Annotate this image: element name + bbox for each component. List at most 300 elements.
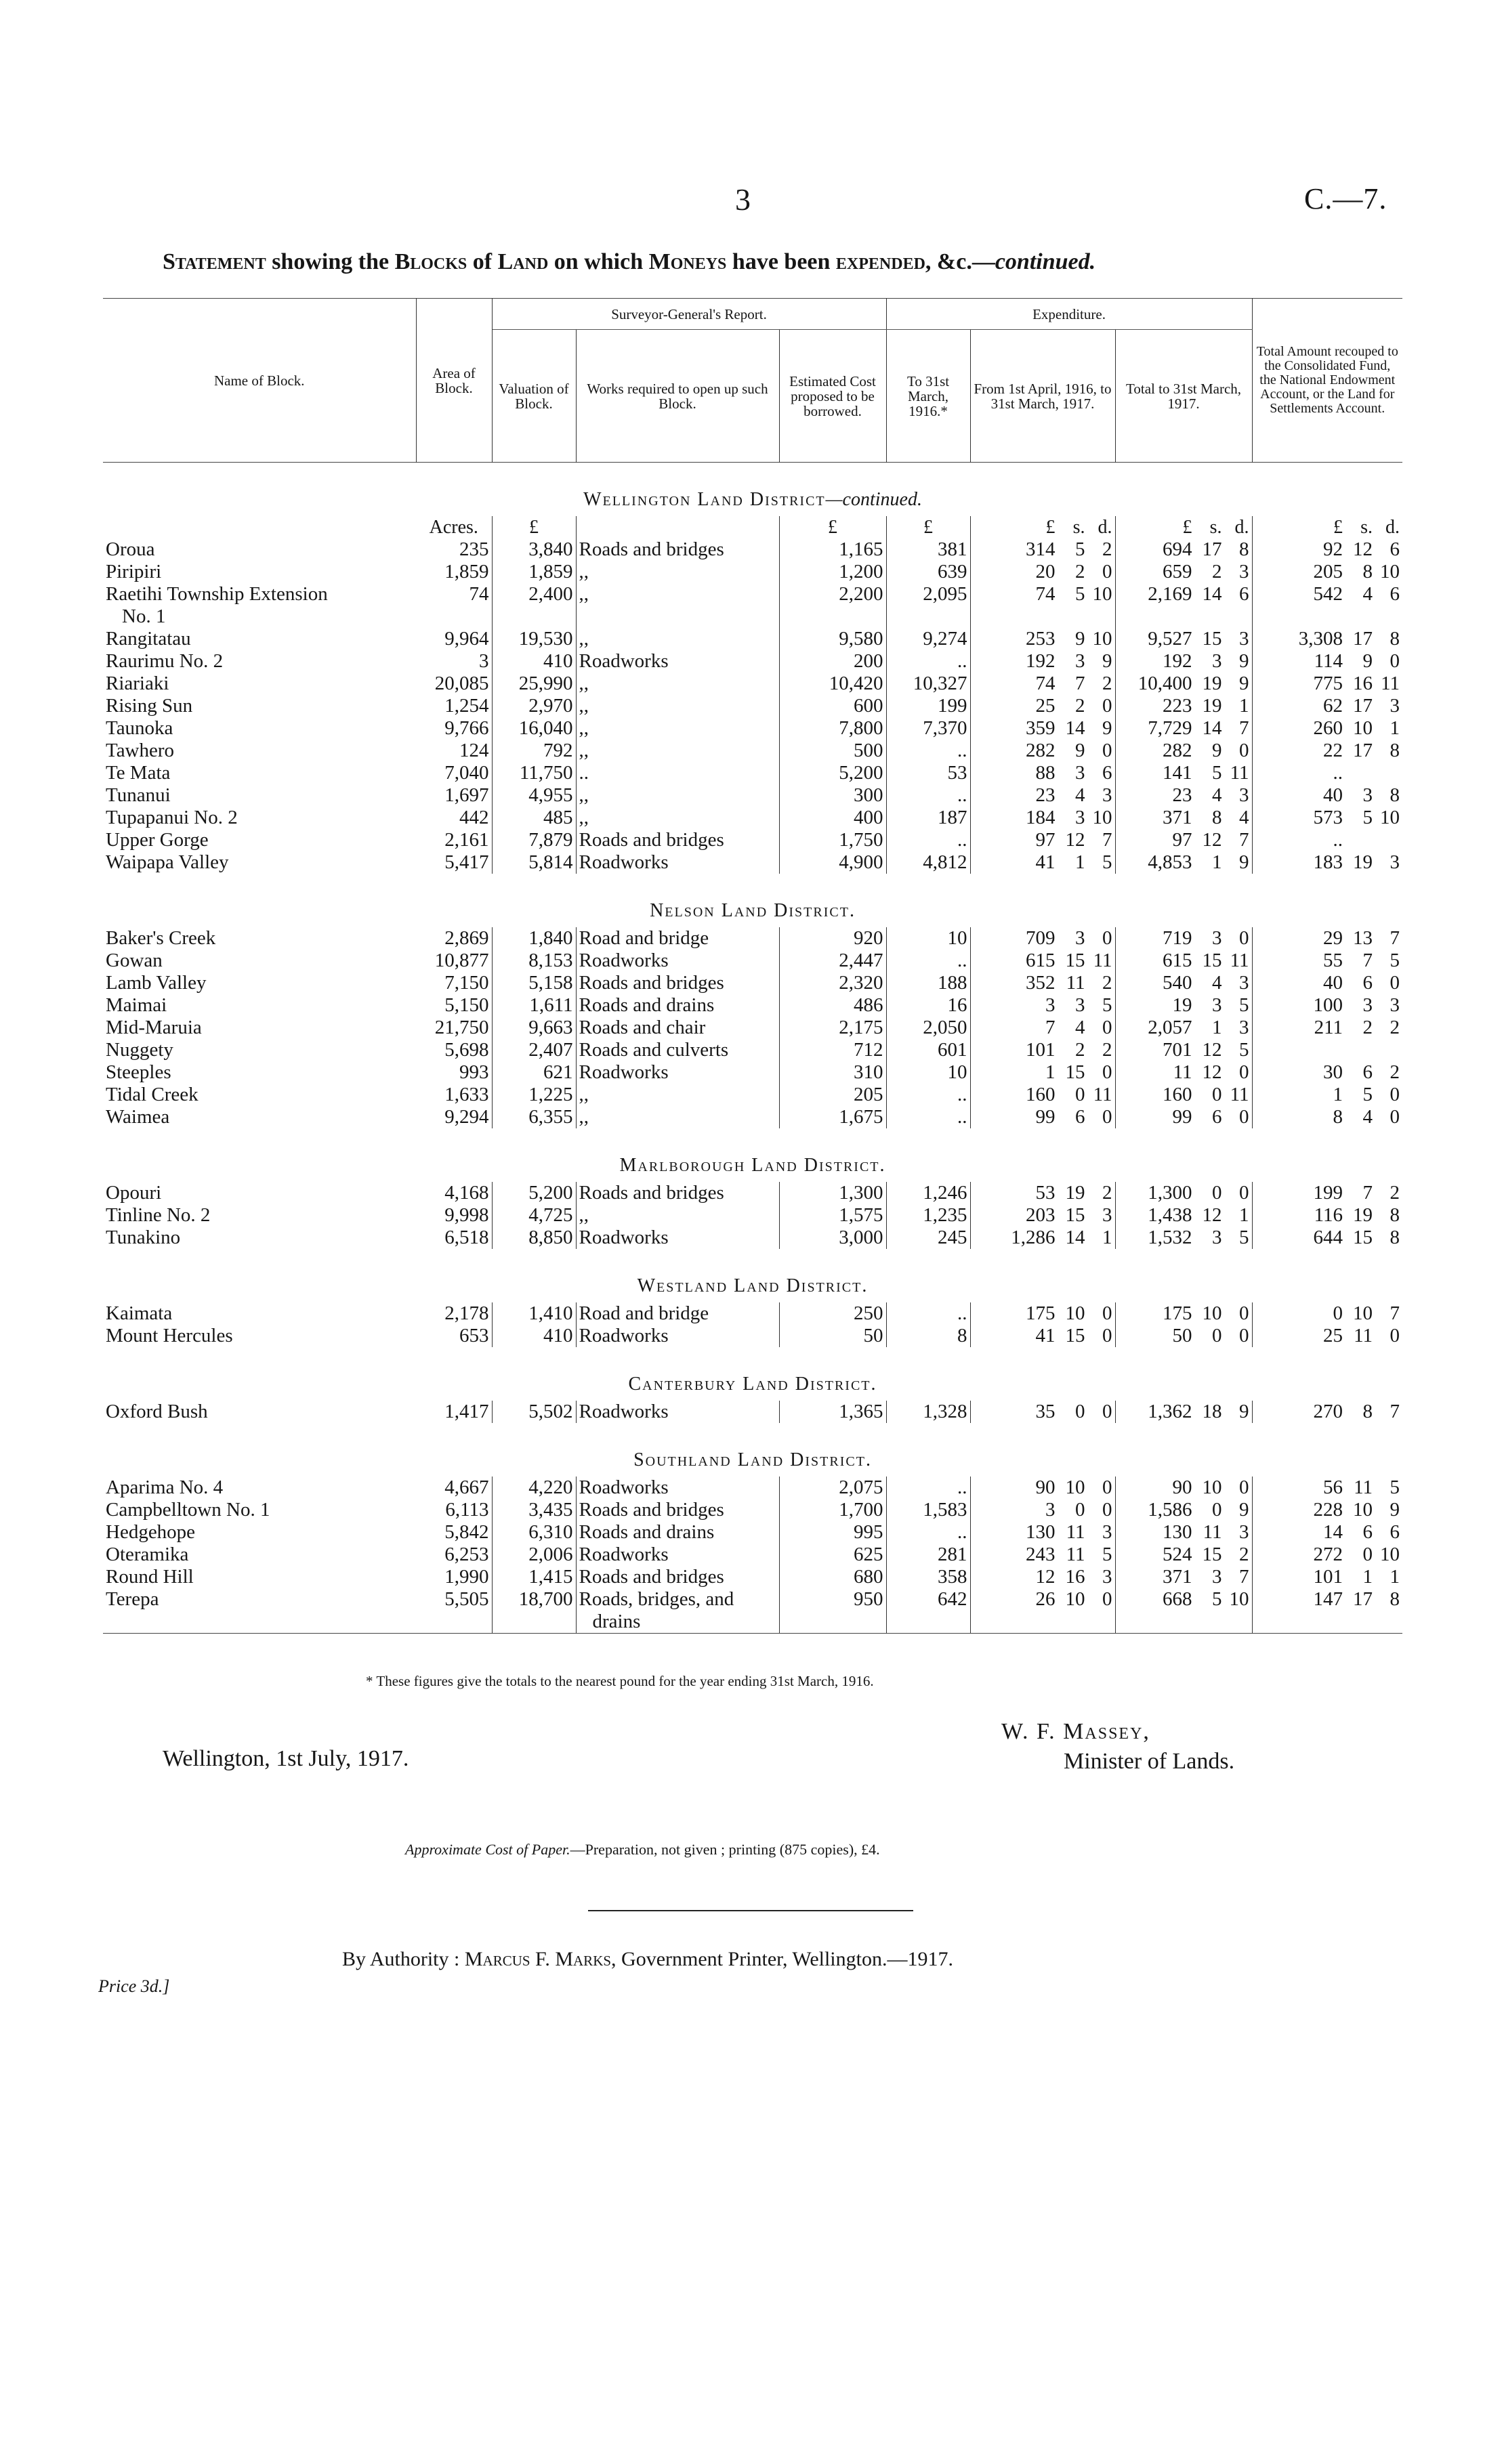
shillings-value: 10 (1065, 1477, 1085, 1498)
estimated-cost-value: 486 (779, 994, 886, 1017)
block-name-cell (103, 1106, 416, 1128)
authority-suffix: , Government Printer, Wellington.—1917. (611, 1948, 953, 1970)
valuation-value: 18,700 (492, 1588, 576, 1634)
money-cell (970, 972, 1115, 994)
pounds-value: 23 (1035, 784, 1056, 806)
table-row (103, 1106, 1402, 1128)
shillings-value (1343, 829, 1373, 851)
pounds-value: 26 (1035, 1588, 1056, 1610)
district-heading (103, 874, 1402, 927)
block-name: Terepa (106, 1588, 159, 1610)
works-value: Roads and bridges (579, 1499, 724, 1521)
table-row (103, 762, 1402, 784)
shillings-value: 1 (1212, 851, 1222, 873)
pence-value: 6 (1390, 538, 1400, 560)
money-cell (1115, 1039, 1252, 1061)
shillings-value: 15 (1202, 950, 1222, 971)
shillings-value: 1 (1075, 851, 1085, 873)
expenditure-to-1916-value: 53 (886, 762, 970, 784)
pence-value: 0 (1239, 1061, 1249, 1083)
pence-value: 0 (1239, 740, 1249, 761)
expenditure-to-1916-value: .. (886, 1521, 970, 1544)
shillings-value: 12 (1202, 1061, 1222, 1083)
works-cell (576, 538, 779, 561)
shillings-value: 6 (1362, 1061, 1373, 1083)
money-cell (1115, 1017, 1252, 1039)
pounds-value: 1,286 (1011, 1227, 1056, 1248)
pounds-value: 12 (1035, 1566, 1056, 1588)
block-name-cell (103, 1302, 416, 1325)
pence-value: 1 (1390, 1566, 1400, 1588)
title-part: Land (497, 249, 549, 274)
pence-value: 11 (1093, 1084, 1112, 1105)
block-name-cell (103, 1061, 416, 1084)
area-value: 6,518 (416, 1227, 492, 1249)
pounds-value: 41 (1035, 851, 1056, 873)
money-cell (1115, 1302, 1252, 1325)
block-name-cell (103, 538, 416, 561)
pence-value: 0 (1102, 1017, 1112, 1038)
pence-value: 5 (1102, 851, 1112, 873)
pence-value: 5 (1239, 1039, 1249, 1061)
table-row (103, 1017, 1402, 1039)
works-value: ,, (579, 583, 589, 605)
money-cell (970, 784, 1115, 807)
title-part: of (467, 249, 498, 274)
area-value: 5,417 (416, 851, 492, 874)
shillings-value: 15 (1202, 628, 1222, 650)
shillings-value: 2 (1212, 561, 1222, 582)
money-cell (1115, 717, 1252, 740)
block-name: Aparima No. 4 (106, 1477, 224, 1498)
block-name-cell (103, 994, 416, 1017)
shillings-value: 4 (1075, 1017, 1085, 1038)
table-row (103, 1477, 1402, 1499)
expenditure-to-1916-value: 199 (886, 695, 970, 717)
pence-value: 5 (1390, 1477, 1400, 1498)
valuation-value: 19,530 (492, 628, 576, 650)
valuation-value: 621 (492, 1061, 576, 1084)
pounds-value: 14 (1323, 1521, 1343, 1543)
pence-value (1373, 762, 1400, 784)
money-cell (1252, 673, 1402, 695)
pounds-value: 573 (1313, 807, 1343, 828)
block-name: Piripiri (106, 561, 162, 582)
signer-name: W. F. Massey, (1001, 1719, 1150, 1744)
works-value: ,, (579, 1084, 589, 1105)
shillings-value: 0 (1075, 1401, 1085, 1422)
printer-name: Marcus F. Marks (464, 1948, 612, 1970)
shillings-value: 14 (1065, 717, 1085, 739)
pounds-value: 40 (1323, 972, 1343, 994)
pounds-value: 524 (1163, 1544, 1192, 1565)
district-suffix: —continued. (825, 489, 922, 510)
pounds-value: 371 (1163, 807, 1192, 828)
pence-value: 3 (1239, 1017, 1249, 1038)
pounds-value: 25 (1035, 695, 1056, 717)
money-cell (1115, 1521, 1252, 1544)
area-value: 9,766 (416, 717, 492, 740)
pounds-value: 30 (1323, 1061, 1343, 1083)
unit-acres: Acres. (416, 516, 492, 538)
expenditure-to-1916-value: 601 (886, 1039, 970, 1061)
shillings-value: 4 (1362, 1106, 1373, 1128)
money-cell (1115, 583, 1252, 628)
pence-value: 0 (1390, 650, 1400, 672)
money-cell (970, 1499, 1115, 1521)
valuation-value: 5,200 (492, 1182, 576, 1204)
block-name-cell (103, 1401, 416, 1423)
area-value: 1,859 (416, 561, 492, 583)
shillings-value: 2 (1075, 1039, 1085, 1061)
pounds-value: 184 (1026, 807, 1056, 828)
money-cell (970, 762, 1115, 784)
pounds-value: 211 (1314, 1017, 1343, 1038)
pounds-value: 615 (1026, 950, 1056, 971)
block-name-cell (103, 1521, 416, 1544)
pounds-value: 2,057 (1148, 1017, 1192, 1038)
estimated-cost-value: 7,800 (779, 717, 886, 740)
money-cell (1115, 628, 1252, 650)
pounds-value: 709 (1026, 927, 1056, 949)
title-part: on which (548, 249, 649, 274)
area-value: 1,417 (416, 1401, 492, 1423)
works-value: ,, (579, 807, 589, 828)
table-row (103, 784, 1402, 807)
valuation-value: 2,970 (492, 695, 576, 717)
money-cell (970, 927, 1115, 950)
estimated-cost-value: 205 (779, 1084, 886, 1106)
pounds-value: 272 (1313, 1544, 1343, 1565)
shillings-value: 8 (1362, 561, 1373, 582)
area-value: 1,990 (416, 1566, 492, 1588)
estimated-cost-value: 995 (779, 1521, 886, 1544)
expenditure-to-1916-value: .. (886, 784, 970, 807)
unit-money (1115, 516, 1252, 538)
pounds-value: 20 (1035, 561, 1056, 582)
money-cell (970, 1477, 1115, 1499)
estimated-cost-value: 1,365 (779, 1401, 886, 1423)
shillings-value: 0 (1075, 1499, 1085, 1521)
estimated-cost-value: 1,750 (779, 829, 886, 851)
pence-value: 7 (1239, 717, 1249, 739)
pounds-value: 644 (1313, 1227, 1343, 1248)
place-date: Wellington, 1st July, 1917. (163, 1746, 409, 1771)
area-value: 1,254 (416, 695, 492, 717)
title-part: Blocks (394, 249, 467, 274)
pence-value: 0 (1102, 1106, 1112, 1128)
shillings-value: 3 (1075, 927, 1085, 949)
block-name-cell (103, 1588, 416, 1634)
district-heading (103, 1128, 1402, 1182)
shillings-value: 0 (1212, 1182, 1222, 1204)
shillings-value: 12 (1065, 829, 1085, 851)
money-cell (970, 1544, 1115, 1566)
area-value: 2,178 (416, 1302, 492, 1325)
money-cell (1252, 650, 1402, 673)
shillings-value: 3 (1362, 784, 1373, 806)
valuation-value: 792 (492, 740, 576, 762)
money-cell (1115, 740, 1252, 762)
works-value: Roads and bridges (579, 829, 724, 851)
pounds-value: 0 (1333, 1302, 1343, 1324)
valuation-value: 1,410 (492, 1302, 576, 1325)
block-name: Upper Gorge (106, 829, 209, 851)
pounds-value: 359 (1026, 717, 1056, 739)
money-cell (970, 1182, 1115, 1204)
table-row (103, 972, 1402, 994)
money-cell (1115, 950, 1252, 972)
pence-value: 2 (1102, 538, 1112, 560)
table-row (103, 1588, 1402, 1634)
works-value: ,, (579, 695, 589, 717)
area-value: 5,505 (416, 1588, 492, 1634)
pence-value: 2 (1102, 673, 1112, 694)
money-cell (1115, 784, 1252, 807)
shillings-value: 3 (1075, 650, 1085, 672)
money-cell (1252, 695, 1402, 717)
block-name-continuation: No. 1 (122, 606, 166, 627)
block-name: Nuggety (106, 1039, 173, 1061)
block-name-cell (103, 927, 416, 950)
works-cell (576, 851, 779, 874)
pence-value: 9 (1239, 650, 1249, 672)
table-row (103, 583, 1402, 628)
estimated-cost-value: 2,175 (779, 1017, 886, 1039)
valuation-value: 3,840 (492, 538, 576, 561)
pence-value: 9 (1102, 717, 1112, 739)
works-value: Roadworks (579, 1325, 669, 1346)
works-value: Roads and culverts (579, 1039, 729, 1061)
works-value: ,, (579, 673, 589, 694)
money-cell (1252, 829, 1402, 851)
area-value: 1,697 (416, 784, 492, 807)
money-cell (1252, 1401, 1402, 1423)
money-cell (970, 1302, 1115, 1325)
block-name: Steeples (106, 1061, 171, 1083)
district-heading (103, 1423, 1402, 1477)
pence-value: 0 (1102, 1401, 1112, 1422)
area-value: 9,964 (416, 628, 492, 650)
pence-value: 7 (1239, 829, 1249, 851)
pence-value: 10 (1092, 807, 1112, 828)
table-row (103, 695, 1402, 717)
expenditure-to-1916-value: .. (886, 1302, 970, 1325)
shillings-value: 6 (1362, 972, 1373, 994)
table-row (103, 1566, 1402, 1588)
works-value: Roadworks (579, 1401, 669, 1422)
money-cell (970, 1204, 1115, 1227)
pounds-value: 11 (1173, 1061, 1192, 1083)
district-name: Nelson Land District. (650, 900, 856, 921)
area-value: 1,633 (416, 1084, 492, 1106)
valuation-value: 410 (492, 1325, 576, 1347)
pence-value: 6 (1102, 762, 1112, 784)
pence-value: 10 (1229, 1588, 1249, 1610)
estimated-cost-value: 625 (779, 1544, 886, 1566)
table-row (103, 1325, 1402, 1347)
shillings-value: 19 (1353, 1204, 1373, 1226)
money-cell (1252, 1106, 1402, 1128)
pence-value: 3 (1239, 561, 1249, 582)
money-cell (970, 1106, 1115, 1128)
estimated-cost-value: 2,320 (779, 972, 886, 994)
pounds-value: 90 (1172, 1477, 1192, 1498)
table-row (103, 1401, 1402, 1423)
table-row (103, 740, 1402, 762)
money-cell (1115, 1061, 1252, 1084)
money-cell (1252, 1521, 1402, 1544)
pounds-value: 3,308 (1298, 628, 1343, 650)
valuation-value: 5,158 (492, 972, 576, 994)
pence-value: 0 (1102, 1325, 1112, 1346)
money-cell (1115, 851, 1252, 874)
money-cell (1115, 695, 1252, 717)
shillings-value: 7 (1362, 1182, 1373, 1204)
pounds-value: 175 (1163, 1302, 1192, 1324)
works-value: ,, (579, 717, 589, 739)
pounds-value: 1,532 (1148, 1227, 1192, 1248)
table-row (103, 1204, 1402, 1227)
unit-pound: £ (886, 516, 970, 538)
expenditure-to-1916-value: 7,370 (886, 717, 970, 740)
block-name-cell (103, 829, 416, 851)
shillings-value: 9 (1075, 740, 1085, 761)
shillings-value: 11 (1354, 1325, 1373, 1346)
authority-prefix: By Authority : (342, 1948, 465, 1970)
expenditure-to-1916-value: 1,328 (886, 1401, 970, 1423)
shillings-value: 12 (1202, 1204, 1222, 1226)
pence-value: 0 (1239, 1106, 1249, 1128)
pence-value: 3 (1239, 628, 1249, 650)
pence-value: 0 (1102, 1302, 1112, 1324)
unit-s: s. (1072, 517, 1085, 538)
document-reference: C.—7. (1304, 182, 1387, 215)
works-value: Roadworks (579, 950, 669, 971)
money-cell (970, 1325, 1115, 1347)
shillings-value: 10 (1202, 1302, 1222, 1324)
district-heading (103, 463, 1402, 517)
money-cell (1115, 829, 1252, 851)
estimated-cost-value: 500 (779, 740, 886, 762)
expenditure-to-1916-value: .. (886, 1477, 970, 1499)
works-value: Road and bridge (579, 927, 709, 949)
pounds-value: 775 (1313, 673, 1343, 694)
shillings-value: 19 (1065, 1182, 1085, 1204)
pence-value: 3 (1102, 1521, 1112, 1543)
works-cell (576, 1106, 779, 1128)
block-name: Oxford Bush (106, 1401, 208, 1422)
pounds-value: 160 (1026, 1084, 1056, 1105)
works-cell (576, 950, 779, 972)
shillings-value: 5 (1362, 807, 1373, 828)
shillings-value: 2 (1075, 561, 1085, 582)
works-cell (576, 1017, 779, 1039)
block-name-cell (103, 1499, 416, 1521)
works-cell (576, 762, 779, 784)
expenditure-to-1916-value: .. (886, 950, 970, 972)
shillings-value: 7 (1362, 950, 1373, 971)
valuation-value: 1,415 (492, 1566, 576, 1588)
valuation-value: 2,407 (492, 1039, 576, 1061)
shillings-value: 10 (1353, 1302, 1373, 1324)
shillings-value: 10 (1353, 717, 1373, 739)
shillings-value: 3 (1075, 807, 1085, 828)
table-row (103, 1182, 1402, 1204)
title-part: expended (835, 249, 925, 274)
shillings-value: 3 (1212, 927, 1222, 949)
pence-value: 5 (1102, 994, 1112, 1016)
works-cell (576, 784, 779, 807)
shillings-value: 5 (1362, 1084, 1373, 1105)
valuation-value: 410 (492, 650, 576, 673)
pence-value: 10 (1380, 561, 1400, 582)
pence-value: 3 (1239, 972, 1249, 994)
valuation-value: 7,879 (492, 829, 576, 851)
pence-value (1373, 829, 1400, 851)
table-row (103, 1061, 1402, 1084)
title-part: showing the (266, 249, 395, 274)
money-cell (970, 950, 1115, 972)
valuation-value: 4,220 (492, 1477, 576, 1499)
works-value: Roadworks (579, 1227, 669, 1248)
block-name: Tupapanui No. 2 (106, 807, 238, 828)
shillings-value: 8 (1212, 807, 1222, 828)
pounds-value: 540 (1163, 972, 1192, 994)
pence-value: 0 (1390, 1325, 1400, 1346)
pence-value: 7 (1390, 1401, 1400, 1422)
pounds-value: 97 (1172, 829, 1192, 851)
pence-value: 7 (1390, 1302, 1400, 1324)
works-cell (576, 628, 779, 650)
shillings-value: 5 (1212, 762, 1222, 784)
pence-value: 0 (1239, 1182, 1249, 1204)
area-value: 4,168 (416, 1182, 492, 1204)
money-cell (1252, 851, 1402, 874)
works-cell (576, 1325, 779, 1347)
area-value: 2,161 (416, 829, 492, 851)
pounds-value: 2,169 (1148, 583, 1192, 605)
pounds-value: 3 (1045, 994, 1056, 1016)
works-value: Roadworks (579, 1477, 669, 1498)
block-name: Tunakino (106, 1227, 181, 1248)
estimated-cost-value: 5,200 (779, 762, 886, 784)
table-row (103, 807, 1402, 829)
valuation-value: 25,990 (492, 673, 576, 695)
shillings-value: 3 (1075, 994, 1085, 1016)
shillings-value: 11 (1066, 1521, 1085, 1543)
block-name-cell (103, 1182, 416, 1204)
area-value: 3 (416, 650, 492, 673)
pence-value: 9 (1239, 851, 1249, 873)
block-name-cell (103, 561, 416, 583)
district-heading-row (103, 1423, 1402, 1477)
pence-value: 1 (1102, 1227, 1112, 1248)
table-row (103, 561, 1402, 583)
works-value: Roads and bridges (579, 972, 724, 994)
block-name-cell (103, 851, 416, 874)
valuation-value: 1,840 (492, 927, 576, 950)
estimated-cost-value: 1,700 (779, 1499, 886, 1521)
works-value: ,, (579, 1204, 589, 1226)
block-name: Lamb Valley (106, 972, 207, 994)
pounds-value: 53 (1035, 1182, 1056, 1204)
money-cell (1252, 1499, 1402, 1521)
title-part: have been (726, 249, 836, 274)
money-cell (1252, 1061, 1402, 1084)
pence-value: 1 (1239, 695, 1249, 717)
money-cell (1252, 561, 1402, 583)
